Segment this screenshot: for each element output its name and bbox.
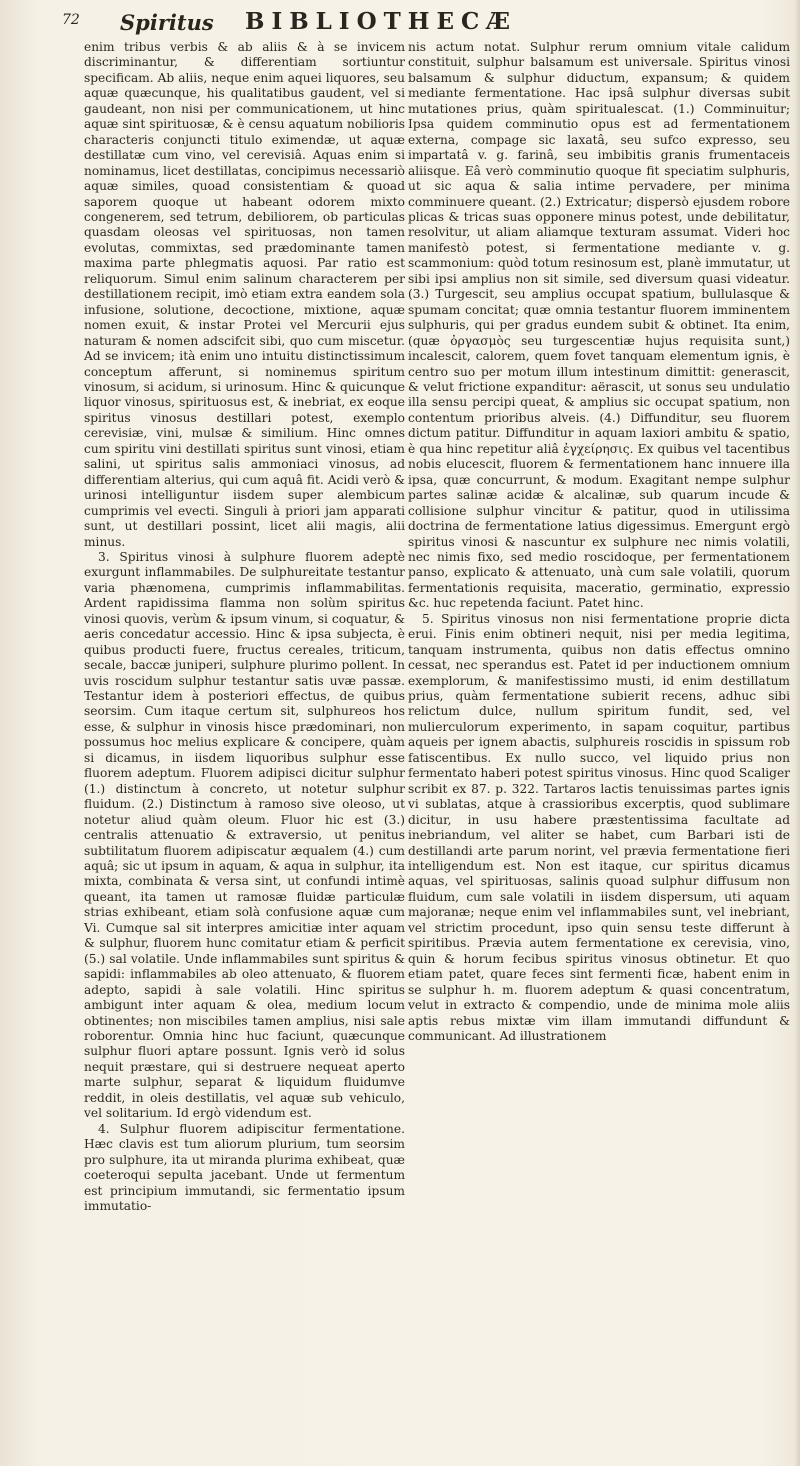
running-head: Spiritus — [120, 10, 214, 35]
paragraph: 4. Sulphur fluorem adipiscitur fermentatione. Hæc clavis est tum aliorum plurium, tum seorsim pro sulphure, ita ut miranda plurima exhibeat, quæ coeteroqui sepulta jacebant. Unde ut fermentum est principium immutandi, sic fermentatio ipsum immutatio- — [84, 1121, 405, 1213]
paragraph: 5. Spiritus vinosus non nisi fermentatione proprie dicta erui. Finis enim obtineri nequit, nisi per media legitima, tanquam instrumenta, quibus non datis effectus omnino cessat, nec sperandus est. Patet id per inductionem omnium exemplorum, & manifestissimo musti, id enim destillatum prius, quàm fermentatione subierit recens, adhuc sibi relictum dulce, nullum spiritum fundit, sed, vel mulierculorum experimento, in sapam coquitur, partibus aqueis per ignem abactis, sulphureis roscidis in spissum rob fatiscentibus. Ex nullo succo, vel liquido prius non fermentato haberi potest spiritus vinosus. Hinc quod Scaliger scribit ex 87. p. 322. Tartaros lactis tenuissimas partes ignis vi sublatas, atque à crassioribus excerptis, quod sublimare dicitur, in usu habere præstentissima facultate ad inebriandum, vel aliter se habet, cum Barbari isti de destillandi arte parum norint, vel prævia fermentatione fieri intelligendum est. Non est itaque, cur spiritus dicamus aquas, vel spirituosas, salinis quoad sulphur diffusum non fluidum, cum sale volatili in iisdem dispersum, uti aquam majoranæ; neque enim vel inflammabiles sunt, vel inebriant, vel strictim procedunt, ipso quin sensu teste differunt à spiritibus. Prævia autem fermentatione ex cerevisia, vino, quin & horum fecibus spiritus vinosus obtinetur. Et quo etiam patet, quare feces sint fermenti ficæ, habent enim in se sulphur h. m. fluorem adeptum & quasi concentratum, velut in extracto & compendio, unde de minima mole aliis aptis rebus mixtæ vim illam immutandi diffundunt & communicant. Ad illustrationem — [408, 611, 790, 1043]
section-title: BIBLIOTHECÆ — [245, 8, 518, 35]
page-number: 72 — [62, 12, 80, 28]
paragraph: nis actum notat. Sulphur rerum omnium vitale calidum constituit, sulphur balsamum est universale. Spiritus vinosi balsamum & sulphur diductum, expansum; & quidem mediante fermentatione. Hac ipsâ sulphur diversas subit mutationes prius, quàm spiritualescat. (1.) Comminuitur; Ipsa quidem comminutio opus est ad fermentationem externa, compage sic laxatâ, seu sufco expresso, seu impartatâ v. g. farinâ, seu imbibitis granis frumentaceis aliisque. Eâ verò comminutio quoque fit speciatim sulphuris, ut sic aqua & salia intime pervadere, per minima comminuere queant. (2.) Extricatur; dispersò ejusdem robore plicas & tricas suas opponere minus potest, unde debilitatur, resolvitur, ut aliam aliamque texturam assumat. Videri hoc manifestò potest, si fermentatione mediante v. g. scammonium: quòd totum resinosum est, planè immutatur, ut sibi ipsi amplius non sit simile, sed diversum quasi videatur. (3.) Turgescit, seu amplius occupat spatium, bullulasque & spumam concitat; quæ omnia testantur fluorem imminentem sulphuris, qui per gradus eundem subit & obtinet. Ita enim, (quæ ὀργασμὸς seu turgescentiæ hujus requisita sunt,) incalescit, calorem, quem fovet tanquam elementum ignis, è centro suo per motum illum intestinum dimittit: generascit, & velut frictione expanditur: aërascit, ut sonus seu undulatio illa sensu percipi queat, & amplius sic occupat spatium, non contentum prioribus alveis. (4.) Diffunditur, seu fluorem dictum patitur. Diffunditur in aquam laxiori ambitu & spatio, è qua hinc repetitur aliâ ἐγχείρησις. Ex quibus vel tacentibus nobis elucescit, fluorem & fermentationem hanc innuere illa ipsa, quæ concurrunt, & modum. Exagitant nempe sulphur partes salinæ acidæ & alcalinæ, sub quarum incude & collisione sulphur vincitur & patitur, quod in utilissima doctrina de fermentatione latius digessimus. Emergunt ergò spiritus vinosi & nascuntur ex sulphure nec nimis volatili, nec nimis fixo, sed medio roscidoque, per fermentationem panso, explicato & attenuato, unà cum sale volatili, quorum fermentationis requisita, maceratio, germinatio, expressio &c. huc repetenda faciunt. Patet hinc. — [408, 40, 790, 611]
left-column — [84, 40, 405, 1213]
right-column — [408, 40, 790, 1165]
paragraph: 3. Spiritus vinosi à sulphure fluorem adeptè exurgunt inflammabiles. De sulphureitate testantur varia phænomena, cumprimis inflammabilitas. Ardent rapidissima flamma non solùm spiritus vinosi quovis, verùm & ipsum vinum, si coquatur, & aeris concedatur accessio. Hinc & ipsa subjecta, è quibus producti fuere, fructus cereales, triticum, secale, baccæ juniperi, sulphure plurimo pollent. In uvis roscidum sulphur testantur satis uvæ passæ. Testantur idem à posteriori effectus, de quibus seorsim. Cum itaque certum sit, sulphureos hos esse, & sulphur in vinosis hisce prædominari, non possumus hoc melius explicare & concipere, quàm si dicamus, in iisdem liquoribus sulphur esse fluorem adeptum. Fluorem adipisci dicitur sulphur (1.) distinctum à concreto, ut notetur sulphur fluidum. (2.) Distinctum à ramoso sive oleoso, ut notetur aliud quàm oleum. Fluor hic est (3.) centralis attenuatio & extraversio, ut penitus subtilitatum fluorem adipiscatur æqualem (4.) cum aquâ; sic ut ipsum in aquam, & aqua in sulphur, ita mixta, combinata & versa sint, ut confundi intimè queant, ita tamen ut ramosæ fluidæ particulæ strias exhibeant, etiam solà confusione aquæ cum Vi. Cumque sal sit interpres amicitiæ inter aquam & sulphur, fluorem hunc comitatur etiam & perficit (5.) sal volatile. Unde inflammabiles sunt spiritus & sapidi: inflammabiles ab oleo attenuato, & fluorem adepto, sapidi à sale volatili. Hinc spiritus ambigunt inter aquam & olea, medium locum obtinentes; non miscibiles tamen amplius, nisi sale roborentur. Omnia hinc huc faciunt, quæcunque sulphur fluori aptare possunt. Ignis verò id solus nequit præstare, qui si destruere nequeat aperto marte sulphur, separat & liquidum fluidumve reddit, in oleis destillatis, vel aquæ sub vehiculo, vel solitarium. Id ergò videndum est. — [84, 549, 405, 1121]
page-header — [60, 8, 780, 42]
paragraph: enim tribus verbis & ab aliis & à se invicem discriminantur, & differentiam sortiuntur specificam. Ab aliis, neque enim aquei liquores, seu aquæ quæcunque, his qualitatibus gaudent, vel si gaudeant, non nisi per communicationem, ut hinc aquæ sint spirituosæ, & è censu aquatum nobilioris characteris conjuncti titulo eximendæ, ut aquæ destillatæ cum vino, vel cerevisiâ. Aquas enim si nominamus, licet destillatas, concipimus necessariò aquæ similes, quoad consistentiam & quoad saporem quoque ut habeant odorem mixto congenerem, sed tetrum, debiliorem, ob particulas quasdam oleosas vel spirituosas, non tamen evolutas, commixtas, sed prædominante tamen maxima parte phlegmatis aquosi. Par ratio est reliquorum. Simul enim salinum characterem per destillationem recipit, imò etiam extra eandem sola infusione, solutione, decoctione, mixtione, aquæ nomen exuit, & instar Protei vel Mercurii ejus naturam & nomen adscifcit sibi, quo cum miscetur. Ad se invicem; ità enim uno intuitu distinctissimum conceptum afferunt, si nominemus spiritum vinosum, si acidum, si urinosum. Hinc & quicunque liquor vinosus, spirituosus est, & inebriat, ex eoque spiritus vinosus destillari potest, exemplo cerevisiæ, vini, mulsæ & similium. Hinc omnes cum spiritu vini destillati spiritus sunt vinosi, etiam salini, ut spiritus salis ammoniaci vinosus, ad differentiam alterius, qui cum aquâ fit. Acidi verò & urinosi intelliguntur iisdem super alembicum cumprimis vel evecti. Singuli à priori jam apparati sunt, ut destillari possint, licet alii magis, alii minus. — [84, 40, 405, 549]
page-edge-shadow — [794, 0, 800, 1466]
